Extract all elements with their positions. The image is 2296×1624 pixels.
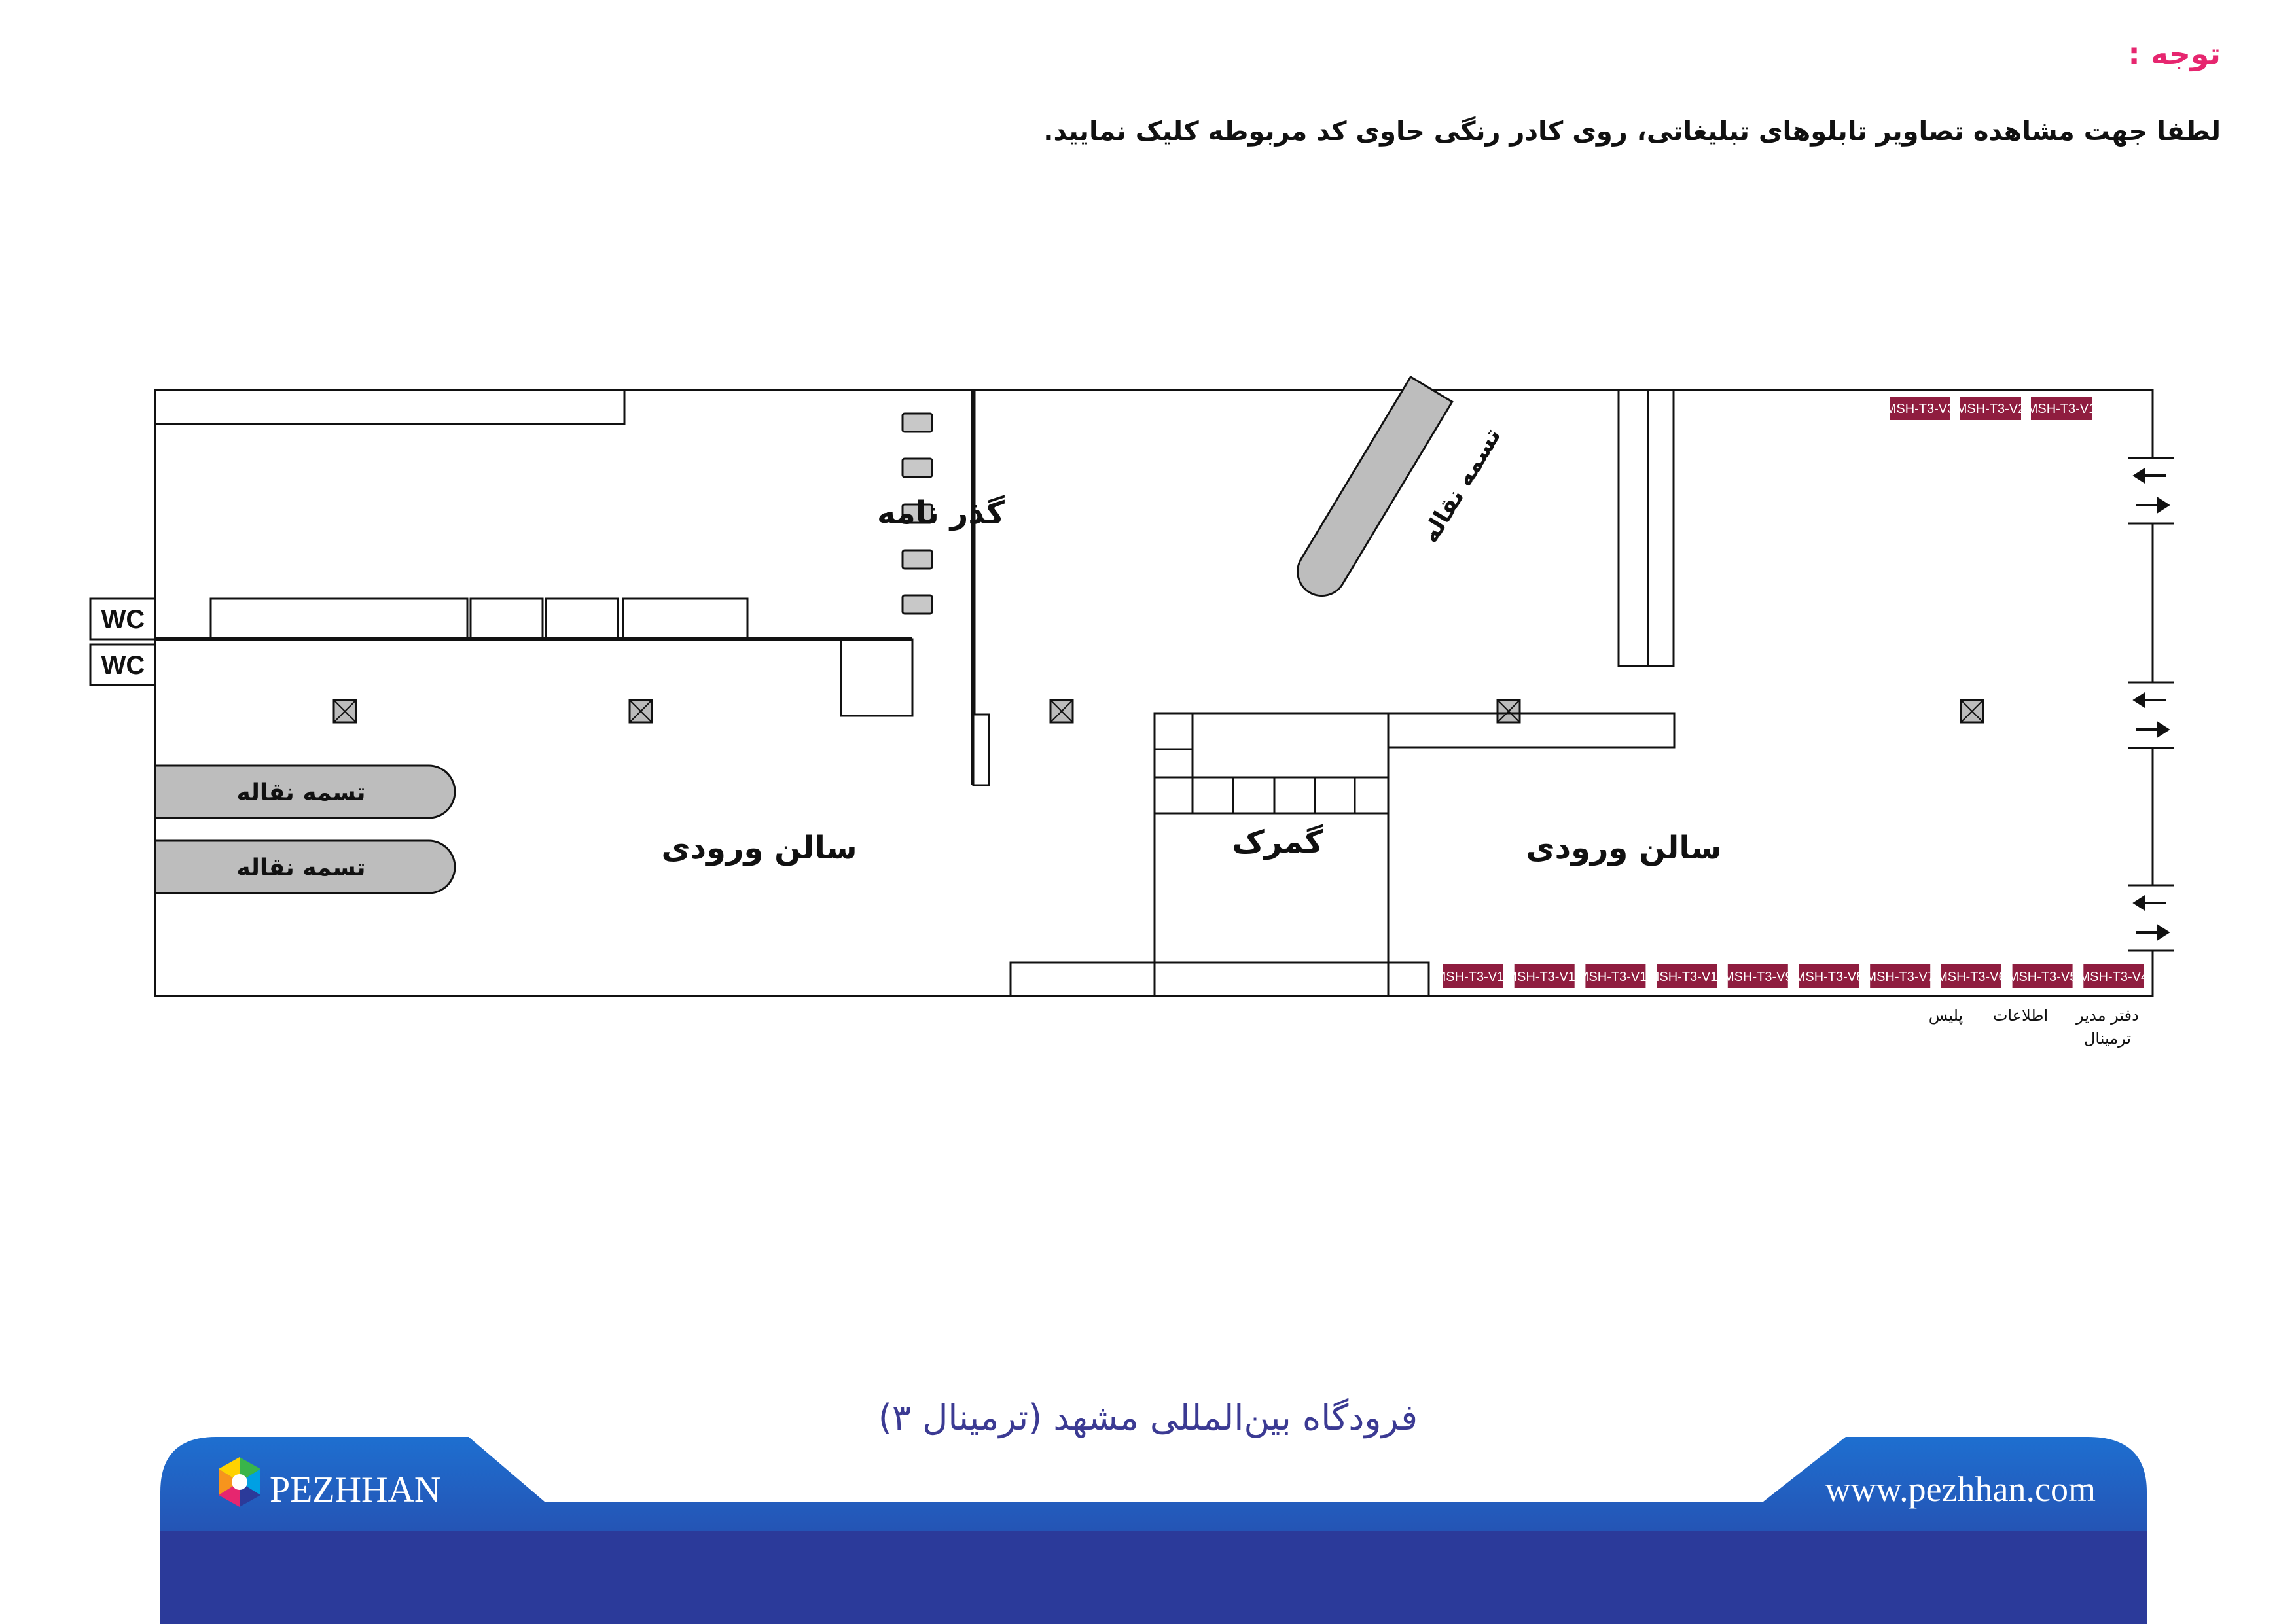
billboard-code-msh-t3-v6[interactable] [1937, 964, 2006, 988]
conveyor-label-2: تسمه نقاله [236, 855, 366, 881]
top-left-counter [155, 390, 624, 424]
hall-label-right: سالن ورودی [1526, 830, 1722, 866]
vertical-column [1619, 390, 1674, 666]
brand-name: PEZHHAN [270, 1470, 441, 1510]
note-text: لطفا جهت مشاهده تصاویر تابلوهای تبلیغاتی، روی کادر رنگی حاوی کد مربوطه کلیک نمایید. [1043, 116, 2221, 147]
billboard-code-msh-t3-v4[interactable] [2079, 964, 2149, 988]
top-code-tags [1886, 397, 2096, 420]
billboard-code-msh-t3-v3[interactable] [1886, 397, 1955, 420]
passport-label: گذر نامه [877, 495, 1005, 531]
logo-icon [213, 1456, 266, 1508]
footer-title: فرودگاه بین‌المللی مشهد (ترمینال ۳) [878, 1397, 1418, 1438]
entrance-doors [2128, 458, 2174, 951]
billboard-code-label: MSH-T3-V9 [1723, 970, 1793, 984]
billboard-code-label: MSH-T3-V6 [1937, 970, 2006, 984]
billboard-code-msh-t3-v5[interactable] [2008, 964, 2077, 988]
note-title: توجه : [2128, 36, 2221, 71]
billboard-code-label: MSH-T3-V5 [2007, 970, 2077, 984]
office-label-manager-1: دفتر مدیر [2076, 1006, 2139, 1025]
billboard-code-label: MSH-T3-V4 [2079, 970, 2149, 984]
footer-band-inner [160, 1531, 2147, 1624]
office-label-info: اطلاعات [1992, 1006, 2049, 1025]
billboard-code-label: MSH-T3-V12 [1506, 970, 1583, 984]
bottom-counter [1011, 962, 1429, 996]
corner-box [841, 639, 912, 716]
pillars [334, 700, 1983, 722]
billboard-code-label: MSH-T3-V7 [1865, 970, 1935, 984]
wall-segment [471, 599, 543, 639]
hall-label-left: سالن ورودی [661, 830, 857, 866]
billboard-code-label: MSH-T3-V8 [1794, 970, 1864, 984]
billboard-code-msh-t3-v9[interactable] [1723, 964, 1793, 988]
billboard-code-msh-t3-v8[interactable] [1795, 964, 1864, 988]
website-link[interactable]: www.pezhhan.com [1825, 1470, 2096, 1509]
bottom-code-tags [1435, 964, 2148, 988]
office-label-manager-2: ترمینال [2083, 1029, 2132, 1048]
diagonal-conveyor [1289, 377, 1452, 605]
diagonal-conveyor-label: تسمه نقاله [1416, 423, 1507, 548]
billboard-code-msh-t3-v1[interactable] [2027, 397, 2096, 420]
pillar-icon [334, 700, 356, 722]
pillar-icon [1961, 700, 1983, 722]
wc-label-1: WC [101, 605, 145, 634]
billboard-code-msh-t3-v11[interactable] [1578, 964, 1653, 988]
conveyor-label-1: تسمه نقاله [236, 779, 366, 806]
central-wall-stub [973, 715, 989, 785]
horizontal-counter [1388, 713, 1674, 747]
billboard-code-msh-t3-v7[interactable] [1865, 964, 1935, 988]
billboard-code-label: MSH-T3-V3 [1885, 402, 1955, 416]
wall-segment [211, 599, 467, 639]
customs-label: گمرک [1232, 824, 1323, 860]
billboard-code-label: MSH-T3-V10 [1648, 970, 1725, 984]
billboard-code-label: MSH-T3-V13 [1435, 970, 1512, 984]
wall-segment [546, 599, 618, 639]
billboard-code-msh-t3-v12[interactable] [1506, 964, 1583, 988]
billboard-code-label: MSH-T3-V1 [2026, 402, 2096, 416]
pillar-icon [1050, 700, 1073, 722]
billboard-code-msh-t3-v10[interactable] [1649, 964, 1725, 988]
billboard-code-label: MSH-T3-V2 [1956, 402, 2026, 416]
billboard-code-msh-t3-v13[interactable] [1435, 964, 1512, 988]
pillar-icon [1498, 700, 1520, 722]
pillar-icon [630, 700, 652, 722]
wc-label-2: WC [101, 651, 145, 680]
office-label-police: پلیس [1928, 1006, 1964, 1025]
billboard-code-label: MSH-T3-V11 [1577, 970, 1654, 984]
billboard-code-msh-t3-v2[interactable] [1956, 397, 2026, 420]
wall-segment [623, 599, 747, 639]
